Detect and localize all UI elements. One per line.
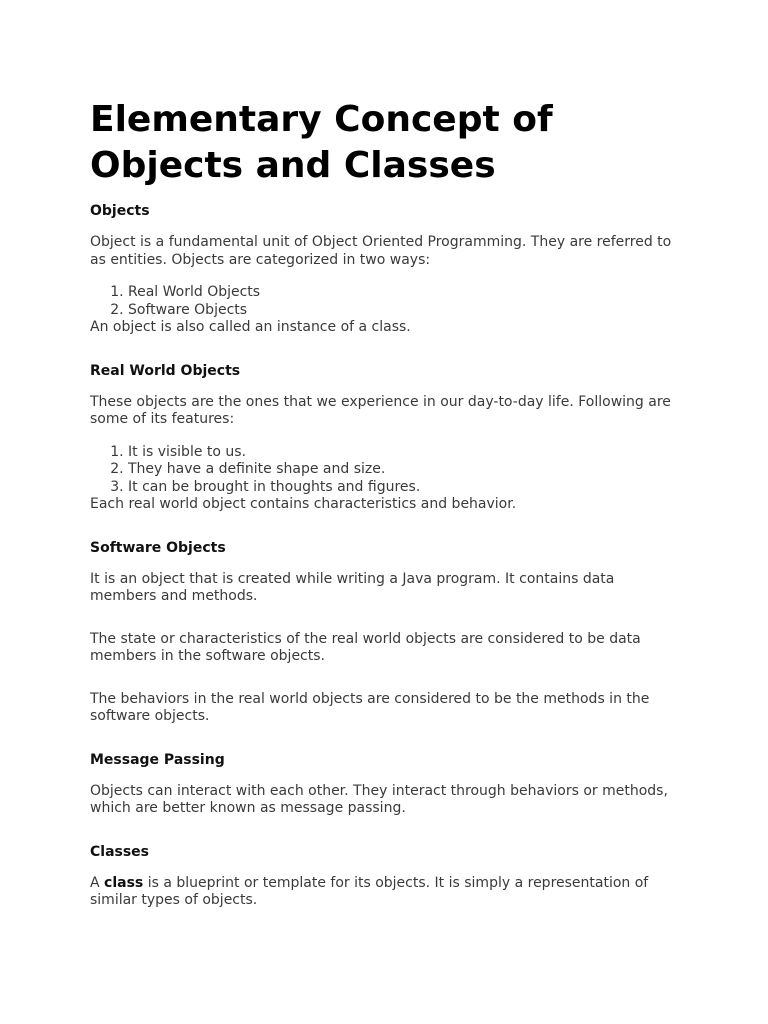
section-classes	[90, 843, 680, 910]
software-paragraph-2: The state or characteristics of the real world objects are considered to be data members in the software objects.	[90, 630, 641, 664]
real-world-intro: These objects are the ones that we experience in our day-to-day life. Following are some of its features:	[90, 393, 671, 427]
section-objects	[90, 202, 680, 337]
objects-intro: Object is a fundamental unit of Object Oriented Programming. They are referred to as entities. Objects are categorized in two ways:	[90, 234, 672, 268]
list-item: 1. Real World Objects	[128, 284, 680, 302]
section-heading-objects: Objects	[90, 203, 150, 219]
class-term: class	[104, 874, 144, 891]
section-heading-real-world-objects: Real World Objects	[90, 362, 241, 379]
software-paragraph-3: The behaviors in the real world objects are considered to be the methods in the software objects.	[90, 690, 650, 724]
section-heading-software-objects: Software Objects	[90, 539, 226, 556]
software-paragraph-1: It is an object that is created while writing a Java program. It contains data members and methods.	[90, 570, 615, 604]
real-world-list	[90, 444, 680, 497]
list-item: 2. Software Objects	[128, 302, 680, 320]
real-world-after: Each real world object contains characteristics and behavior.	[90, 496, 517, 512]
list-item: 3. It can be brought in thoughts and figures.	[128, 479, 680, 497]
objects-after: An object is also called an instance of a class.	[90, 319, 411, 335]
page-title: Elementary Concept of Objects and Classes	[90, 99, 553, 186]
message-paragraph-1: Objects can interact with each other. They interact through behaviors or methods, which are better known as message passing.	[90, 782, 668, 816]
list-item: 2. They have a definite shape and size.	[128, 461, 680, 479]
classes-suffix: is a blueprint or template for its objects. It is simply a representation of similar types of objects.	[90, 874, 649, 908]
document-page	[90, 97, 680, 910]
objects-list	[90, 284, 680, 319]
section-message-passing	[90, 751, 680, 818]
classes-prefix: A	[90, 874, 105, 891]
list-item: 1. It is visible to us.	[128, 444, 680, 462]
section-heading-message-passing: Message Passing	[90, 751, 225, 768]
classes-paragraph-1	[90, 875, 680, 910]
section-software-objects	[90, 539, 680, 726]
section-heading-classes: Classes	[90, 843, 150, 860]
section-real-world-objects	[90, 362, 680, 514]
